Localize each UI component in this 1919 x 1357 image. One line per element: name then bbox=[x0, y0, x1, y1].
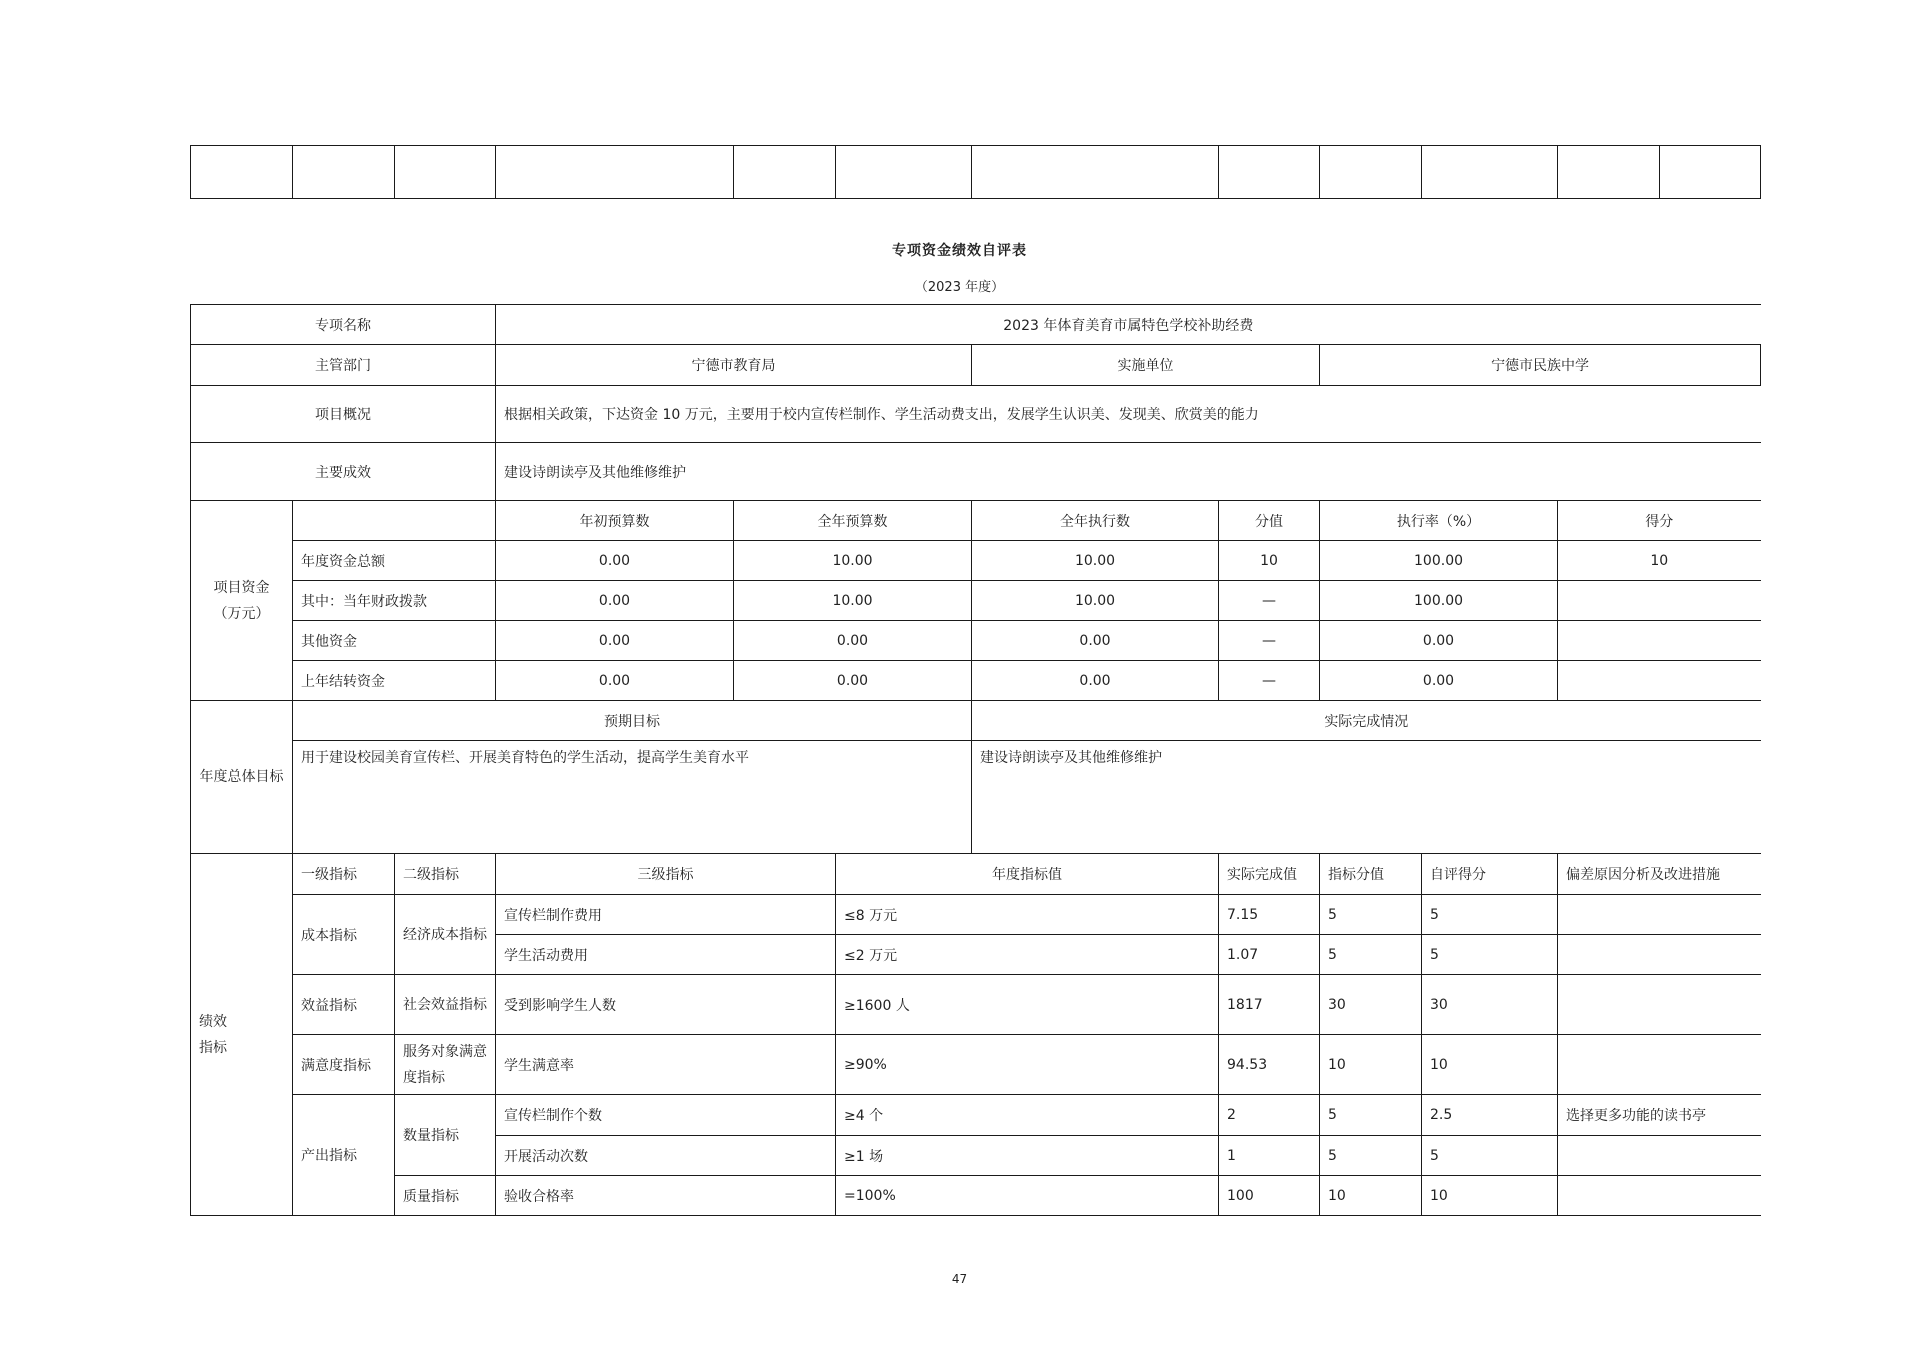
weight-cell: 5 bbox=[1320, 935, 1422, 975]
funds-row bbox=[191, 581, 1761, 621]
actual-goal: 建设诗朗读亭及其他维修维护 bbox=[972, 741, 1761, 854]
level2-cell: 经济成本指标 bbox=[395, 895, 496, 975]
funds-header: 执行率（%） bbox=[1320, 501, 1558, 541]
goals-label: 年度总体目标 bbox=[191, 701, 293, 854]
funds-row-label: 上年结转资金 bbox=[293, 661, 496, 701]
note-cell bbox=[1558, 1035, 1761, 1095]
funds-cell: 100.00 bbox=[1320, 581, 1558, 621]
results-value: 建设诗朗读亭及其他维修维护 bbox=[496, 443, 1761, 501]
indicator-row bbox=[191, 895, 1761, 935]
indicators-header: 二级指标 bbox=[395, 854, 496, 895]
indicator-row bbox=[191, 1095, 1761, 1136]
funds-cell bbox=[1558, 581, 1761, 621]
note-cell bbox=[1558, 895, 1761, 935]
level3-cell: 受到影响学生人数 bbox=[496, 975, 836, 1035]
note-cell: 选择更多功能的读书亭 bbox=[1558, 1095, 1761, 1136]
score-cell: 5 bbox=[1422, 935, 1558, 975]
actual-cell: 2 bbox=[1219, 1095, 1320, 1136]
indicators-header: 偏差原因分析及改进措施 bbox=[1558, 854, 1761, 895]
indicator-row bbox=[191, 1035, 1761, 1095]
empty-cell bbox=[293, 146, 395, 199]
funds-header-blank bbox=[293, 501, 496, 541]
indicators-label-line2: 指标 bbox=[199, 1039, 227, 1056]
actual-cell: 7.15 bbox=[1219, 895, 1320, 935]
funds-cell: 0.00 bbox=[734, 661, 972, 701]
empty-cell bbox=[972, 146, 1219, 199]
empty-cell bbox=[1558, 146, 1660, 199]
funds-row-label: 年度资金总额 bbox=[293, 541, 496, 581]
score-cell: 30 bbox=[1422, 975, 1558, 1035]
funds-cell: — bbox=[1219, 661, 1320, 701]
target-cell: ≥90% bbox=[836, 1035, 1219, 1095]
note-cell bbox=[1558, 975, 1761, 1035]
funds-header: 分值 bbox=[1219, 501, 1320, 541]
results-label: 主要成效 bbox=[191, 443, 496, 501]
indicators-header: 指标分值 bbox=[1320, 854, 1422, 895]
score-cell: 5 bbox=[1422, 895, 1558, 935]
unit-value: 宁德市民族中学 bbox=[1320, 345, 1761, 386]
goals-content-row bbox=[191, 741, 1761, 854]
funds-cell: 10.00 bbox=[734, 581, 972, 621]
empty-cell bbox=[496, 146, 734, 199]
level1-cell: 产出指标 bbox=[293, 1095, 395, 1216]
funds-cell: — bbox=[1219, 581, 1320, 621]
level2-cell: 质量指标 bbox=[395, 1176, 496, 1216]
page-subtitle: （2023 年度） bbox=[914, 280, 1005, 295]
indicators-header: 自评得分 bbox=[1422, 854, 1558, 895]
weight-cell: 30 bbox=[1320, 975, 1422, 1035]
funds-cell: 0.00 bbox=[734, 621, 972, 661]
funds-cell: 0.00 bbox=[972, 661, 1219, 701]
funds-cell: 0.00 bbox=[496, 621, 734, 661]
funds-row-label: 其他资金 bbox=[293, 621, 496, 661]
funds-cell: 0.00 bbox=[1320, 621, 1558, 661]
funds-row bbox=[191, 541, 1761, 581]
weight-cell: 10 bbox=[1320, 1176, 1422, 1216]
funds-cell: 10.00 bbox=[972, 581, 1219, 621]
level3-cell: 开展活动次数 bbox=[496, 1136, 836, 1176]
unit-label: 实施单位 bbox=[972, 345, 1320, 386]
funds-cell: 10 bbox=[1219, 541, 1320, 581]
funds-cell: 0.00 bbox=[1320, 661, 1558, 701]
actual-cell: 1.07 bbox=[1219, 935, 1320, 975]
dept-label: 主管部门 bbox=[191, 345, 496, 386]
expected-goal: 用于建设校园美育宣传栏、开展美育特色的学生活动，提高学生美育水平 bbox=[293, 741, 972, 854]
dept-row bbox=[191, 345, 1761, 386]
empty-cell bbox=[1320, 146, 1422, 199]
funds-label-line1: 项目资金 bbox=[213, 579, 270, 596]
note-cell bbox=[1558, 935, 1761, 975]
level1-cell: 效益指标 bbox=[293, 975, 395, 1035]
funds-cell: 10.00 bbox=[734, 541, 972, 581]
target-cell: =100% bbox=[836, 1176, 1219, 1216]
continuation-table bbox=[190, 145, 1761, 199]
results-row bbox=[191, 443, 1761, 501]
self-evaluation-table bbox=[190, 304, 1761, 1216]
indicators-header: 年度指标值 bbox=[836, 854, 1219, 895]
empty-cell bbox=[1219, 146, 1320, 199]
weight-cell: 5 bbox=[1320, 895, 1422, 935]
funds-row-label: 其中：当年财政拨款 bbox=[293, 581, 496, 621]
page-number: 47 bbox=[951, 1272, 968, 1286]
funds-header: 得分 bbox=[1558, 501, 1761, 541]
weight-cell: 10 bbox=[1320, 1035, 1422, 1095]
indicator-row bbox=[191, 1176, 1761, 1216]
level2-cell: 服务对象满意度指标 bbox=[395, 1035, 496, 1095]
funds-header: 年初预算数 bbox=[496, 501, 734, 541]
funds-header: 全年执行数 bbox=[972, 501, 1219, 541]
funds-cell: 0.00 bbox=[496, 541, 734, 581]
page-title: 专项资金绩效自评表 bbox=[892, 243, 1027, 259]
empty-cell bbox=[1422, 146, 1558, 199]
actual-goal-header: 实际完成情况 bbox=[972, 701, 1761, 741]
funds-label-line2: （万元） bbox=[213, 605, 270, 622]
indicators-label bbox=[191, 854, 293, 1216]
dept-value: 宁德市教育局 bbox=[496, 345, 972, 386]
indicators-header: 三级指标 bbox=[496, 854, 836, 895]
indicators-header: 实际完成值 bbox=[1219, 854, 1320, 895]
funds-header: 全年预算数 bbox=[734, 501, 972, 541]
overview-value: 根据相关政策，下达资金 10 万元，主要用于校内宣传栏制作、学生活动费支出，发展学生认识美、发现美、欣赏美的能力 bbox=[496, 386, 1761, 443]
indicators-header: 一级指标 bbox=[293, 854, 395, 895]
project-name-value: 2023 年体育美育市属特色学校补助经费 bbox=[496, 305, 1761, 345]
overview-row bbox=[191, 386, 1761, 443]
actual-cell: 1 bbox=[1219, 1136, 1320, 1176]
funds-cell bbox=[1558, 621, 1761, 661]
funds-cell: 100.00 bbox=[1320, 541, 1558, 581]
empty-cell bbox=[395, 146, 496, 199]
level3-cell: 宣传栏制作个数 bbox=[496, 1095, 836, 1136]
level3-cell: 学生活动费用 bbox=[496, 935, 836, 975]
target-cell: ≤8 万元 bbox=[836, 895, 1219, 935]
actual-cell: 100 bbox=[1219, 1176, 1320, 1216]
funds-header-row bbox=[191, 501, 1761, 541]
funds-row bbox=[191, 621, 1761, 661]
level2-cell: 社会效益指标 bbox=[395, 975, 496, 1035]
level3-cell: 学生满意率 bbox=[496, 1035, 836, 1095]
actual-cell: 94.53 bbox=[1219, 1035, 1320, 1095]
funds-label bbox=[191, 501, 293, 701]
actual-cell: 1817 bbox=[1219, 975, 1320, 1035]
funds-cell: 0.00 bbox=[972, 621, 1219, 661]
empty-cell bbox=[734, 146, 836, 199]
level1-cell: 成本指标 bbox=[293, 895, 395, 975]
project-name-row bbox=[191, 305, 1761, 345]
empty-cell bbox=[836, 146, 972, 199]
funds-cell: — bbox=[1219, 621, 1320, 661]
target-cell: ≥1600 人 bbox=[836, 975, 1219, 1035]
indicator-row bbox=[191, 975, 1761, 1035]
level2-cell: 数量指标 bbox=[395, 1095, 496, 1176]
empty-cell bbox=[191, 146, 293, 199]
note-cell bbox=[1558, 1136, 1761, 1176]
funds-cell bbox=[1558, 661, 1761, 701]
overview-label: 项目概况 bbox=[191, 386, 496, 443]
weight-cell: 5 bbox=[1320, 1136, 1422, 1176]
score-cell: 2.5 bbox=[1422, 1095, 1558, 1136]
indicators-header-row bbox=[191, 854, 1761, 895]
weight-cell: 5 bbox=[1320, 1095, 1422, 1136]
target-cell: ≤2 万元 bbox=[836, 935, 1219, 975]
level3-cell: 验收合格率 bbox=[496, 1176, 836, 1216]
note-cell bbox=[1558, 1176, 1761, 1216]
empty-cell bbox=[1660, 146, 1761, 199]
score-cell: 5 bbox=[1422, 1136, 1558, 1176]
target-cell: ≥4 个 bbox=[836, 1095, 1219, 1136]
funds-cell: 0.00 bbox=[496, 581, 734, 621]
target-cell: ≥1 场 bbox=[836, 1136, 1219, 1176]
empty-row bbox=[191, 146, 1761, 199]
funds-cell: 10.00 bbox=[972, 541, 1219, 581]
funds-cell: 10 bbox=[1558, 541, 1761, 581]
goals-header-row bbox=[191, 701, 1761, 741]
level3-cell: 宣传栏制作费用 bbox=[496, 895, 836, 935]
funds-cell: 0.00 bbox=[496, 661, 734, 701]
funds-row bbox=[191, 661, 1761, 701]
level1-cell: 满意度指标 bbox=[293, 1035, 395, 1095]
score-cell: 10 bbox=[1422, 1035, 1558, 1095]
expected-goal-header: 预期目标 bbox=[293, 701, 972, 741]
indicators-label-line1: 绩效 bbox=[199, 1013, 227, 1030]
project-name-label: 专项名称 bbox=[191, 305, 496, 345]
score-cell: 10 bbox=[1422, 1176, 1558, 1216]
